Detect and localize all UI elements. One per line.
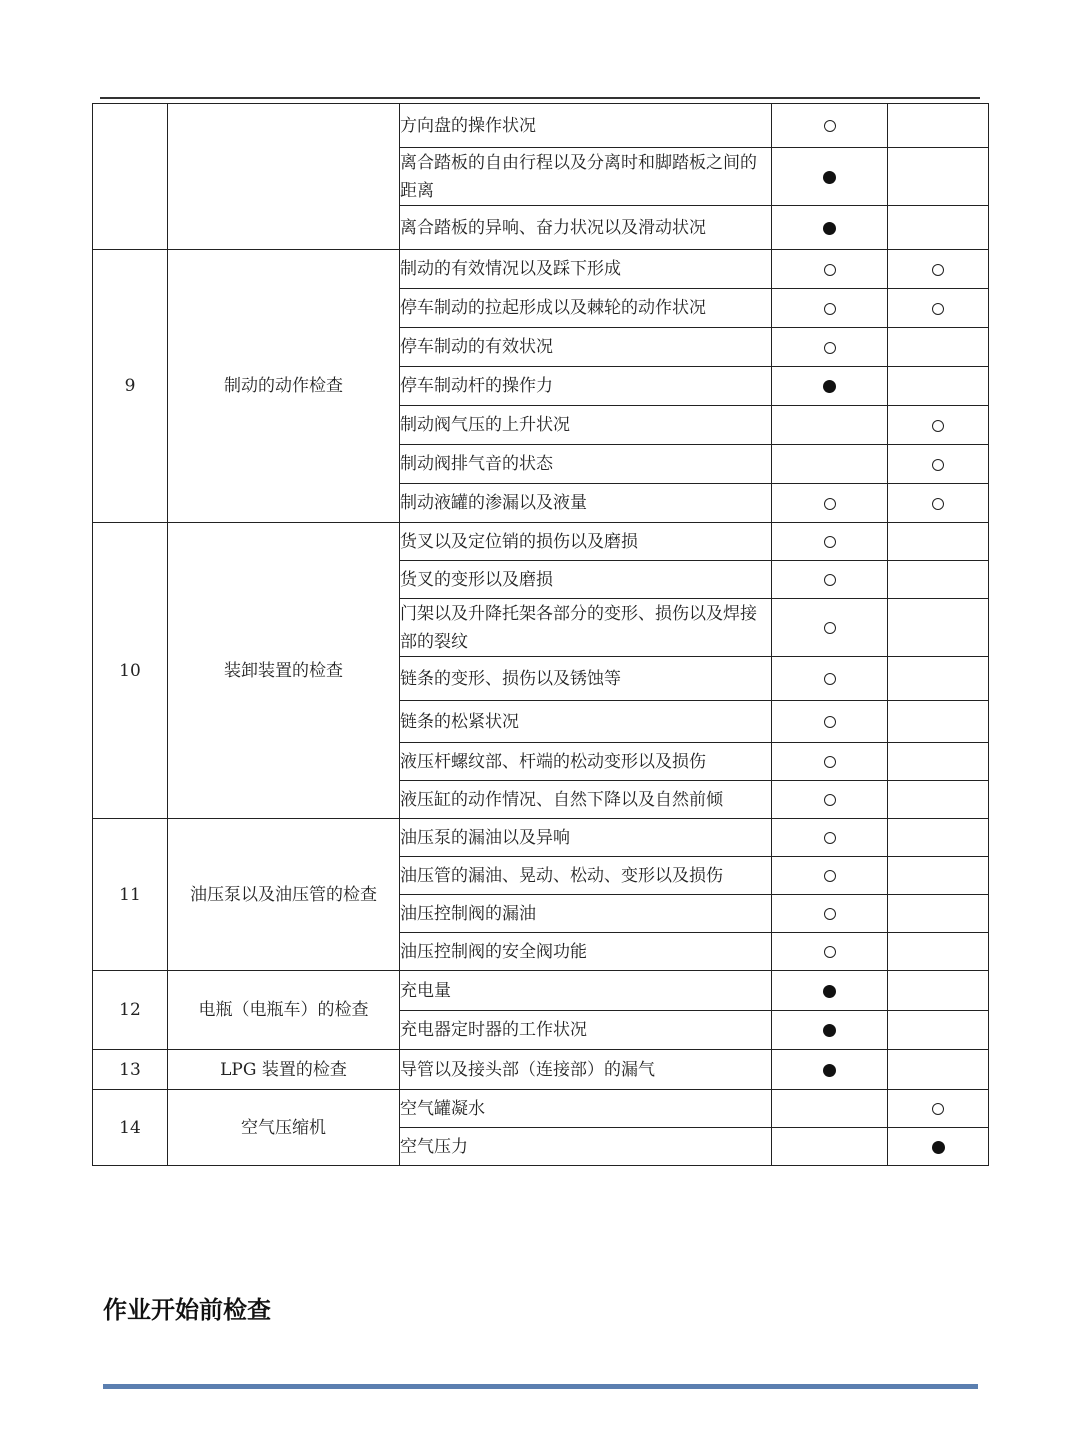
open-circle-icon [932,1103,944,1115]
open-circle-icon [824,120,836,132]
mark-cell [888,857,989,895]
inspection-category: 电瓶（电瓶车）的检查 [168,971,400,1050]
mark-cell [888,971,989,1011]
open-circle-icon [932,420,944,432]
mark-cell [888,895,989,933]
mark-cell [888,406,989,445]
mark-cell [772,743,888,781]
mark-cell [888,484,989,523]
open-circle-icon [932,459,944,471]
mark-cell [888,1011,989,1050]
table-row [93,1050,989,1090]
mark-cell [888,148,989,206]
inspection-item: 方向盘的操作状况 [400,104,772,148]
item-number: 12 [93,971,168,1050]
mark-cell [888,289,989,328]
mark-cell [772,1011,888,1050]
inspection-item: 门架以及升降托架各部分的变形、损伤以及焊接部的裂纹 [400,599,772,657]
item-number [93,104,168,250]
mark-cell [888,933,989,971]
open-circle-icon [824,673,836,685]
open-circle-icon [824,908,836,920]
inspection-item: 油压泵的漏油以及异响 [400,819,772,857]
table-row [93,1090,989,1128]
mark-cell [772,484,888,523]
open-circle-icon [824,946,836,958]
mark-cell [888,1128,989,1166]
mark-cell [888,445,989,484]
mark-cell [888,599,989,657]
mark-cell [888,104,989,148]
inspection-category: 油压泵以及油压管的检查 [168,819,400,971]
mark-cell [772,895,888,933]
mark-cell [772,1090,888,1128]
inspection-item: 离合踏板的自由行程以及分离时和脚踏板之间的距离 [400,148,772,206]
mark-cell [888,1050,989,1090]
open-circle-icon [932,498,944,510]
mark-cell [888,819,989,857]
mark-cell [888,781,989,819]
open-circle-icon [824,264,836,276]
open-circle-icon [824,303,836,315]
item-number: 10 [93,523,168,819]
inspection-item: 液压缸的动作情况、自然下降以及自然前倾 [400,781,772,819]
inspection-item: 液压杆螺纹部、杆端的松动变形以及损伤 [400,743,772,781]
item-number: 9 [93,250,168,523]
item-number: 13 [93,1050,168,1090]
inspection-category: 装卸装置的检查 [168,523,400,819]
mark-cell [772,206,888,250]
mark-cell [772,406,888,445]
open-circle-icon [932,303,944,315]
mark-cell [888,328,989,367]
open-circle-icon [824,832,836,844]
mark-cell [888,701,989,743]
inspection-category: 空气压缩机 [168,1090,400,1166]
inspection-table-body [93,104,989,1166]
filled-circle-icon [823,171,836,184]
open-circle-icon [824,794,836,806]
inspection-item: 货叉以及定位销的损伤以及磨损 [400,523,772,561]
inspection-item: 油压管的漏油、晃动、松动、变形以及损伤 [400,857,772,895]
inspection-item: 离合踏板的异响、奋力状况以及滑动状况 [400,206,772,250]
inspection-item: 充电器定时器的工作状况 [400,1011,772,1050]
filled-circle-icon [823,1024,836,1037]
mark-cell [772,599,888,657]
filled-circle-icon [823,985,836,998]
inspection-item: 油压控制阀的漏油 [400,895,772,933]
inspection-item: 制动的有效情况以及踩下形成 [400,250,772,289]
inspection-item: 导管以及接头部（连接部）的漏气 [400,1050,772,1090]
inspection-item: 链条的松紧状况 [400,701,772,743]
mark-cell [888,1090,989,1128]
mark-cell [772,250,888,289]
mark-cell [888,657,989,701]
table-row [93,104,989,148]
table-row [93,250,989,289]
section-title: 作业开始前检查 [103,1296,271,1324]
mark-cell [888,523,989,561]
mark-cell [772,328,888,367]
mark-cell [888,206,989,250]
mark-cell [772,819,888,857]
inspection-category: LPG 装置的检查 [168,1050,400,1090]
table-row [93,971,989,1011]
top-rule [100,97,980,99]
filled-circle-icon [823,222,836,235]
inspection-item: 空气压力 [400,1128,772,1166]
inspection-item: 停车制动的拉起形成以及棘轮的动作状况 [400,289,772,328]
item-number: 11 [93,819,168,971]
inspection-item: 停车制动杆的操作力 [400,367,772,406]
table-row [93,523,989,561]
mark-cell [772,933,888,971]
mark-cell [772,367,888,406]
mark-cell [888,561,989,599]
filled-circle-icon [823,380,836,393]
open-circle-icon [824,622,836,634]
open-circle-icon [824,498,836,510]
mark-cell [772,561,888,599]
mark-cell [772,1128,888,1166]
mark-cell [772,445,888,484]
inspection-item: 制动阀排气音的状态 [400,445,772,484]
filled-circle-icon [932,1141,945,1154]
inspection-item: 链条的变形、损伤以及锈蚀等 [400,657,772,701]
mark-cell [888,250,989,289]
open-circle-icon [932,264,944,276]
table-row [93,819,989,857]
mark-cell [772,857,888,895]
mark-cell [772,523,888,561]
mark-cell [772,1050,888,1090]
mark-cell [772,148,888,206]
mark-cell [772,781,888,819]
open-circle-icon [824,870,836,882]
mark-cell [772,971,888,1011]
inspection-item: 充电量 [400,971,772,1011]
mark-cell [772,289,888,328]
open-circle-icon [824,756,836,768]
open-circle-icon [824,342,836,354]
inspection-category: 制动的动作检查 [168,250,400,523]
mark-cell [772,701,888,743]
inspection-category [168,104,400,250]
item-number: 14 [93,1090,168,1166]
inspection-item: 制动液罐的渗漏以及液量 [400,484,772,523]
inspection-item: 停车制动的有效状况 [400,328,772,367]
mark-cell [772,104,888,148]
open-circle-icon [824,716,836,728]
mark-cell [888,367,989,406]
mark-cell [888,743,989,781]
mark-cell [772,657,888,701]
inspection-table [92,103,989,1166]
inspection-item: 货叉的变形以及磨损 [400,561,772,599]
inspection-item: 制动阀气压的上升状况 [400,406,772,445]
inspection-item: 空气罐凝水 [400,1090,772,1128]
open-circle-icon [824,574,836,586]
filled-circle-icon [823,1064,836,1077]
bottom-rule [103,1384,978,1389]
inspection-item: 油压控制阀的安全阀功能 [400,933,772,971]
open-circle-icon [824,536,836,548]
